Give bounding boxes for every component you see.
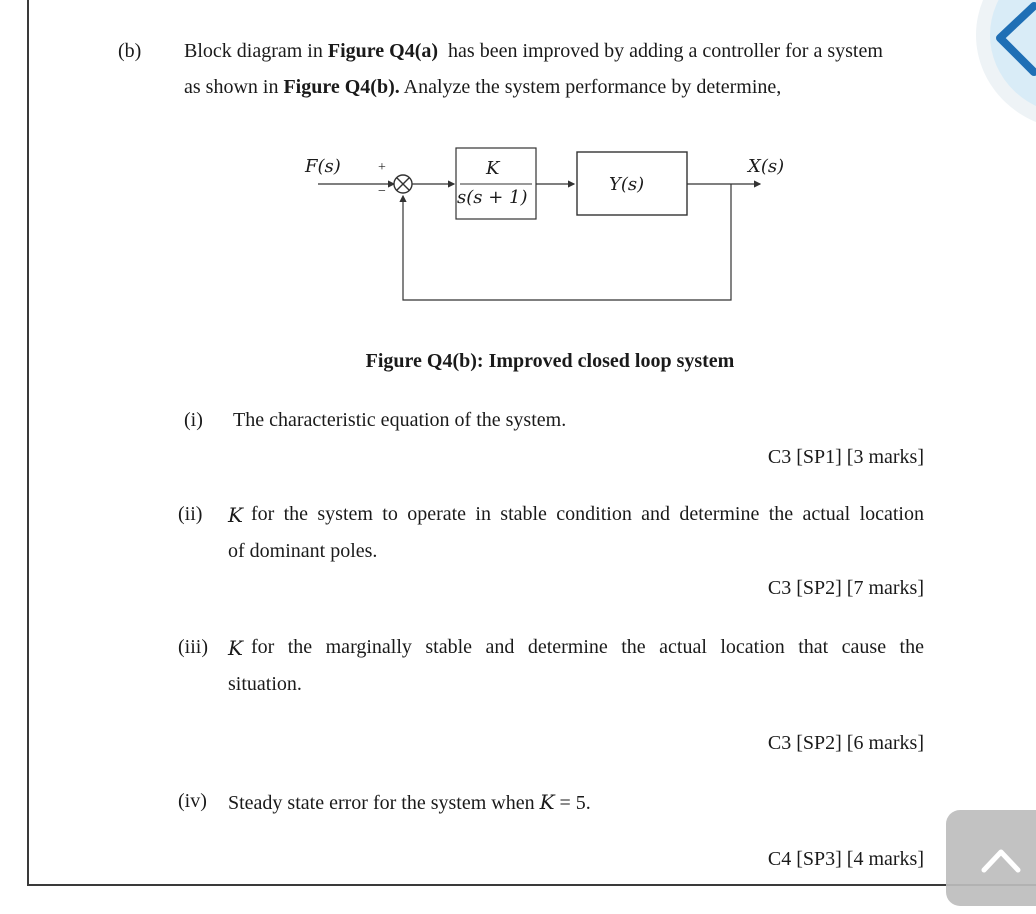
page-bottom-border (27, 884, 1036, 886)
question-i-number: (i) (184, 409, 203, 431)
block-diagram (290, 140, 810, 310)
question-iii-line1: K for the marginally stable and determine the actual location that cause the (228, 636, 924, 660)
question-ii-marks: C3 [SP2] [7 marks] (767, 577, 924, 599)
chevron-up-icon[interactable] (976, 840, 1026, 880)
question-iii-marks: C3 [SP2] [6 marks] (767, 732, 924, 754)
plus-sign: + (378, 160, 386, 175)
intro-line-2: as shown in Figure Q4(b). Analyze the system performance by determine, (184, 76, 782, 98)
part-label: (b) (118, 40, 142, 62)
question-i-text: The characteristic equation of the system. (233, 409, 567, 431)
question-iv-text: Steady state error for the system when K = 5. (228, 790, 591, 814)
plant-label: Y(s) (609, 174, 645, 195)
figure-caption: Figure Q4(b): Improved closed loop system (365, 350, 735, 372)
chevron-left-icon[interactable] (990, 0, 1036, 80)
question-iii-number: (iii) (178, 636, 208, 658)
question-ii-line1: K for the system to operate in stable condition and determine the actual location (228, 503, 924, 527)
intro-line-1: Block diagram in Figure Q4(a) has been improved by adding a controller for a system (184, 40, 883, 62)
minus-sign: − (378, 184, 386, 199)
question-iv-marks: C4 [SP3] [4 marks] (767, 848, 924, 870)
question-iv-number: (iv) (178, 790, 207, 812)
output-label: X(s) (748, 156, 785, 177)
controller-denominator: s(s + 1) (457, 187, 528, 208)
question-i-marks: C3 [SP1] [3 marks] (767, 446, 924, 468)
controller-numerator: K (486, 158, 500, 179)
question-iii-line2: situation. (228, 673, 302, 695)
question-ii-line2: of dominant poles. (228, 540, 378, 562)
question-ii-number: (ii) (178, 503, 203, 525)
page-left-border (27, 0, 29, 886)
input-label: F(s) (305, 156, 341, 177)
